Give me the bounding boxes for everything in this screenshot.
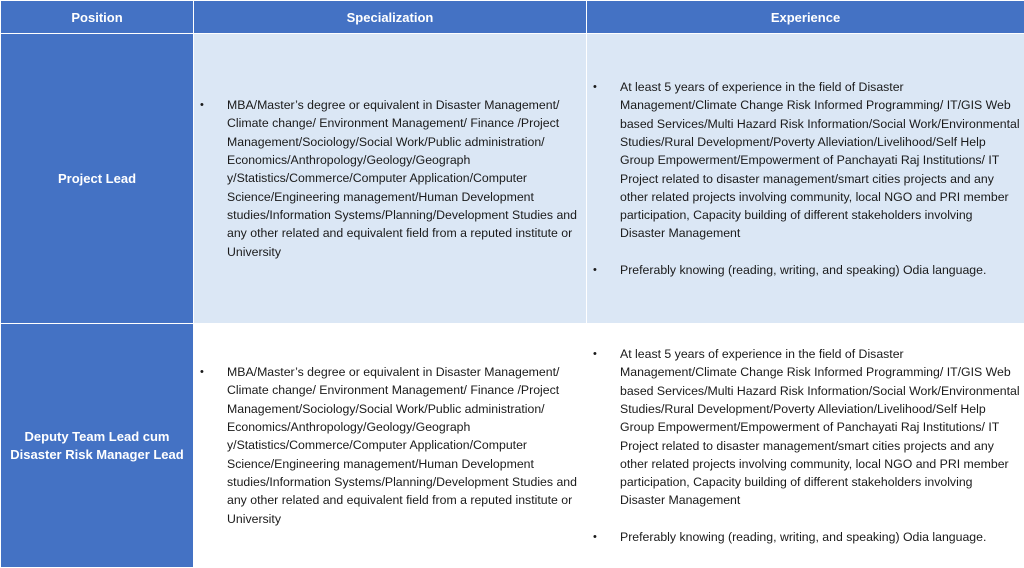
experience-cell (587, 34, 1024, 324)
experience-item: • At least 5 years of experience in the field of Disaster Management/Climate Change Risk Informed Programming/ IT/GIS Web based Services/Multi Hazard Risk Information/Social Work/Environmental Studies/Rural Development/Poverty Alleviation/Livelihood/Self Help Group Empowerment/Empowerment of Panchayati Raj Institutions/ IT Project related to disaster management/smart cities projects and any other related projects involving community, local NGO and PRI member participation, Capacity building of different stakeholders involving Disaster Management (587, 78, 1020, 243)
specialization-cell (194, 34, 587, 324)
position-cell: Deputy Team Lead cum Disaster Risk Manager Lead (1, 324, 194, 568)
specialization-cell (194, 324, 587, 568)
specialization-item: • MBA/Master’s degree or equivalent in Disaster Management/ Climate change/ Environment Management/ Finance /Project Management/Sociology/Social Work/Public administration/ Economics/Anthropology/Geology/Geograph y/Statistics/Commerce/Computer Application/Computer Science/Engineering management/Human Development studies/Information Systems/Planning/Development Studies and any other related and equivalent field from a reputed institute or University (194, 363, 578, 528)
header-position: Position (1, 1, 194, 34)
header-experience: Experience (587, 1, 1024, 34)
specialization-item: • MBA/Master’s degree or equivalent in Disaster Management/ Climate change/ Environment Management/ Finance /Project Management/Sociology/Social Work/Public administration/ Economics/Anthropology/Geology/Geograph y/Statistics/Commerce/Computer Application/Computer Science/Engineering management/Human Development studies/Information Systems/Planning/Development Studies and any other related and equivalent field from a reputed institute or University (194, 96, 578, 261)
experience-item: • Preferably knowing (reading, writing, and speaking) Odia language. (587, 528, 1020, 546)
table-row (1, 34, 1024, 324)
position-cell: Project Lead (1, 34, 194, 324)
header-row (1, 1, 1024, 34)
experience-item: • Preferably knowing (reading, writing, and speaking) Odia language. (587, 261, 1020, 279)
experience-cell (587, 324, 1024, 568)
table-row (1, 324, 1024, 568)
header-specialization: Specialization (194, 1, 587, 34)
experience-item: • At least 5 years of experience in the field of Disaster Management/Climate Change Risk Informed Programming/ IT/GIS Web based Services/Multi Hazard Risk Information/Social Work/Environmental Studies/Rural Development/Poverty Alleviation/Livelihood/Self Help Group Empowerment/Empowerment of Panchayati Raj Institutions/ IT Project related to disaster management/smart cities projects and any other related projects involving community, local NGO and PRI member participation, Capacity building of different stakeholders involving Disaster Management (587, 345, 1020, 510)
